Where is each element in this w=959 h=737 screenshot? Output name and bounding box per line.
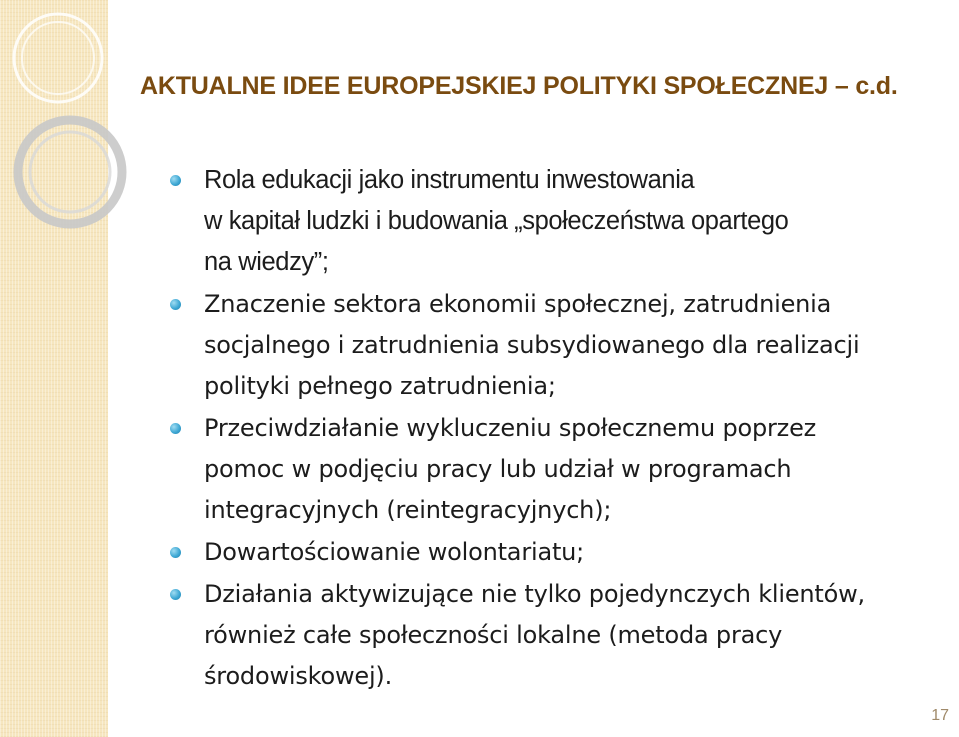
bullet-item	[170, 532, 950, 573]
page-number: 17	[931, 707, 949, 724]
bullet-item	[170, 408, 950, 531]
bullet-item	[170, 574, 950, 697]
ring-lower-inner	[30, 132, 110, 212]
bullet-dot-icon	[170, 299, 181, 310]
bullet-text: Działania aktywizujące nie tylko pojedynczych klientów, również całe społeczności lokalne (metoda pracy środowiskowej).	[204, 580, 865, 690]
bullet-list	[170, 160, 950, 698]
bullet-dot-icon	[170, 175, 181, 186]
bullet-item	[170, 284, 950, 407]
bullet-text: Dowartościowanie wolontariatu;	[204, 538, 585, 566]
ring-top-inner	[22, 22, 94, 94]
bullet-dot-icon	[170, 423, 181, 434]
bullet-item	[170, 160, 950, 283]
bullet-text: Znaczenie sektora ekonomii społecznej, zatrudnienia socjalnego i zatrudnienia subsydiowanego dla realizacji polityki pełnego zatrudnienia;	[204, 290, 860, 400]
ring-top-outer	[14, 14, 102, 102]
bullet-dot-icon	[170, 547, 181, 558]
decorative-rings	[0, 0, 140, 260]
bullet-text: Przeciwdziałanie wykluczeniu społecznemu poprzez pomoc w podjęciu pracy lub udział w programach integracyjnych (reintegracyjnych);	[204, 414, 817, 524]
bullet-text: Rola edukacji jako instrumentu inwestowania w kapitał ludzki i budowania „społeczeństwa opartego na wiedzy”;	[204, 166, 789, 276]
ring-lower-outer	[18, 120, 122, 224]
bullet-dot-icon	[170, 589, 181, 600]
slide-title: AKTUALNE IDEE EUROPEJSKIEJ POLITYKI SPOŁECZNEJ – c.d.	[140, 72, 898, 100]
